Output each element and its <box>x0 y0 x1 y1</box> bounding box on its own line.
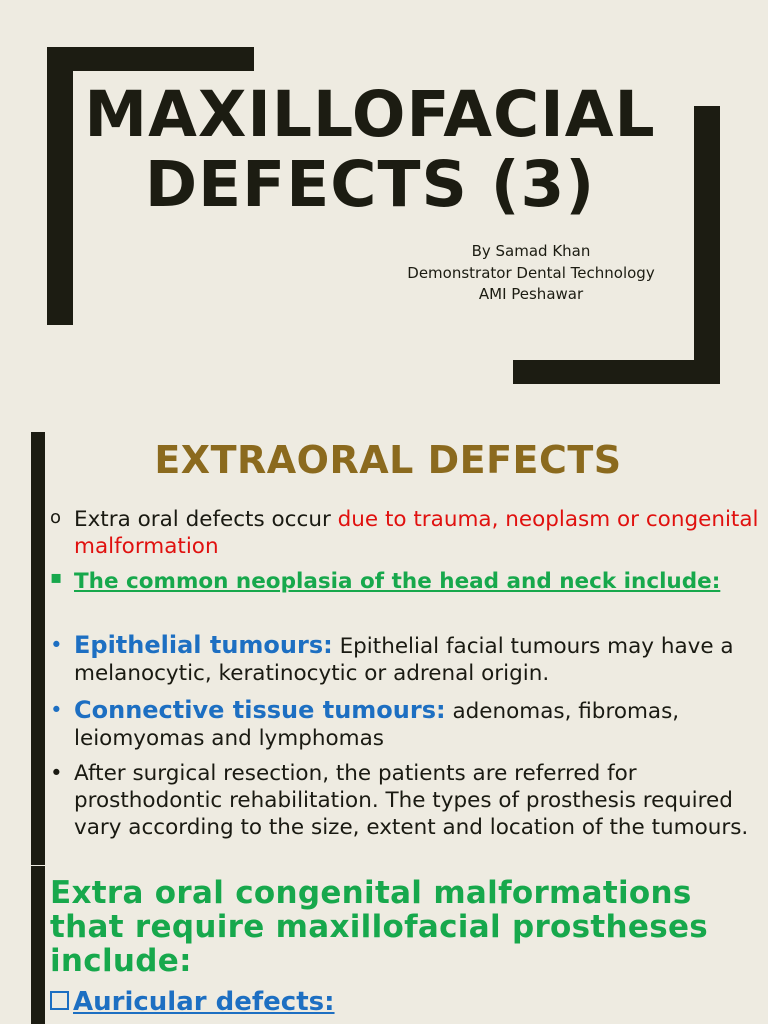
frame-bottom-right-horizontal <box>513 360 720 384</box>
item-term: Epithelial tumours: <box>74 631 333 659</box>
item-text: adenomas, fibromas, leiomyomas and lymphomas <box>74 699 680 751</box>
item-text: Epithelial facial tumours may have a melanocytic, keratinocytic or adrenal origin. <box>74 634 734 686</box>
item-term: Connective tissue tumours: <box>74 696 446 724</box>
dot-bullet-icon: • <box>50 761 63 786</box>
list-item <box>50 632 765 687</box>
author-institution: AMI Peshawar <box>478 285 584 303</box>
list-item <box>50 760 765 841</box>
title-line-1: MAXILLOFACIAL <box>84 78 656 151</box>
left-accent-bar-lower <box>31 866 45 1024</box>
item-text: After surgical resection, the patients are referred for prosthodontic rehabilitation. The types of prosthesis required vary according to the size, extent and location of the tumours. <box>74 761 749 840</box>
list-item <box>50 568 765 595</box>
list-item <box>50 506 765 560</box>
author-name: By Samad Khan <box>471 242 591 260</box>
left-accent-bar <box>31 432 45 865</box>
section-title: EXTRAORAL DEFECTS <box>154 438 622 482</box>
author-block <box>380 241 682 306</box>
list-item <box>50 697 765 752</box>
subheading-text: Auricular defects: <box>73 987 335 1017</box>
content-slide <box>0 432 768 1024</box>
checkbox-square-icon <box>50 991 69 1010</box>
slide-title <box>40 80 700 220</box>
author-role: Demonstrator Dental Technology <box>407 263 655 282</box>
item-text: Extra oral defects occur <box>74 507 338 532</box>
item-text: The common neoplasia of the head and neck include: <box>74 569 721 594</box>
item-highlight: due to trauma, neoplasm or congenital malformation <box>74 507 759 559</box>
slide3-heading: Extra oral congenital malformations that require maxillofacial prostheses include: <box>50 875 709 979</box>
title-line-2: DEFECTS (3) <box>144 148 596 221</box>
auricular-subheading <box>50 987 335 1017</box>
dot-bullet-icon: • <box>50 633 63 658</box>
dot-bullet-icon: • <box>50 698 63 723</box>
frame-top-left-horizontal <box>47 47 254 71</box>
square-bullet-icon: ▪ <box>50 567 63 588</box>
circle-bullet-icon: o <box>50 507 62 528</box>
title-slide <box>0 0 768 432</box>
